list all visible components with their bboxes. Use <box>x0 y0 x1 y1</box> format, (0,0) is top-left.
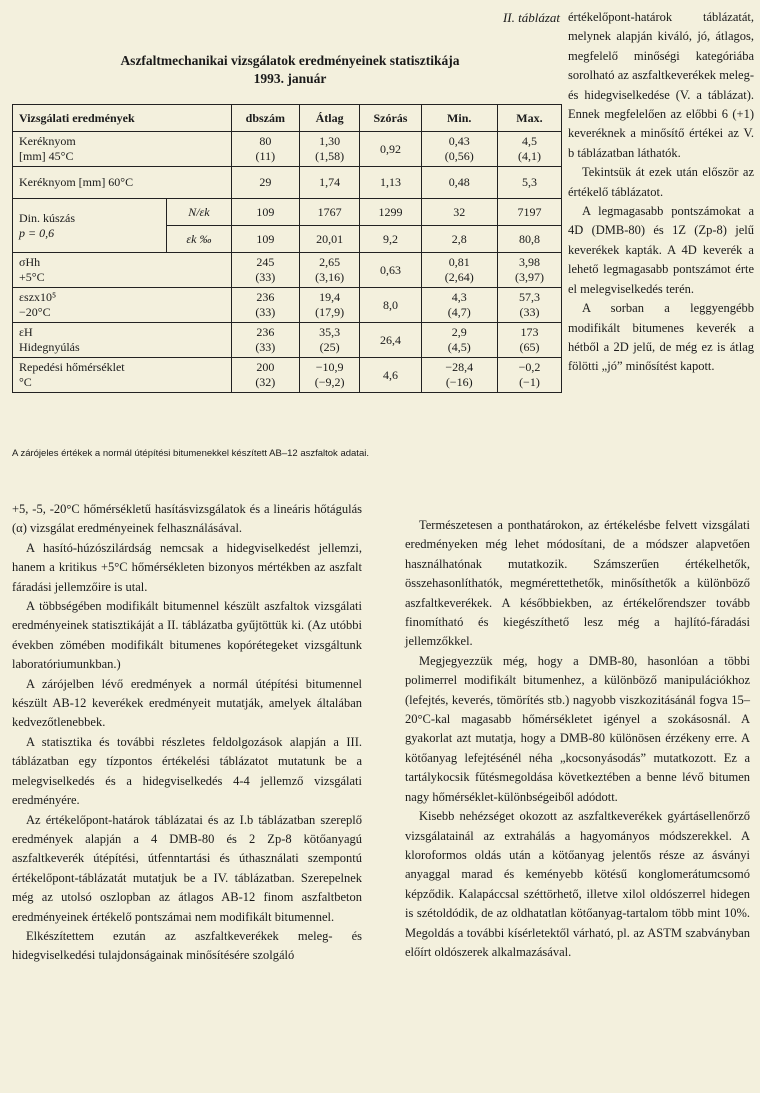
header-cell: Vizsgálati eredmények <box>13 105 232 132</box>
cell: 0,92 <box>360 132 421 167</box>
cell: 0,81 (2,64) <box>421 253 497 288</box>
table-footnote: A zárójeles értékek a normál útépítési bitumenekkel készített AB–12 aszfaltok adatai. <box>12 448 369 459</box>
cell: 245 (33) <box>231 253 299 288</box>
table-title-line2: 1993. január <box>253 71 327 86</box>
cell: 3,98 (3,97) <box>497 253 561 288</box>
cell: 1,74 <box>299 167 360 199</box>
table-row <box>13 358 562 393</box>
cell: 29 <box>231 167 299 199</box>
paragraph: A többségében modifikált bitumennel készült aszfaltok vizsgálati eredményeinek statisztikáját a II. táblázatba gyűjtöttük ki. (Az utóbbi években zömében modifikált bitumenes kopórétegeket vizsgáltunk laboratóriumunkban.) <box>12 599 362 672</box>
cell: 0,48 <box>421 167 497 199</box>
cell: 0,63 <box>360 253 421 288</box>
header-cell: Szórás <box>360 105 421 132</box>
sub-label: N/εk <box>166 199 231 226</box>
table-row <box>13 167 562 199</box>
right-column-text <box>568 8 754 377</box>
cell: 4,6 <box>360 358 421 393</box>
lower-right-column-text <box>405 516 750 962</box>
cell: 9,2 <box>360 226 421 253</box>
table-title <box>20 52 560 88</box>
paragraph: Kisebb nehézséget okozott az aszfaltkeverékek gyártásellenőrző vizsgálatainál az extrahálás a hagyományos módszerekkel. A kloroformos oldás után a kötőanyag jelentős része az ásványi anyaggal marad és keményebb kötésű konglomerátumcsomó képződik. Kalapáccsal széttörhető, illetve xilol oldószerrel hidegen is szétoldódik, de az oldhatatlan kötőanyag-tartalom több mint 10%. Megoldás a további kísérletektől várható, pl. az ASTM szabványban előírt oldószerek alkalmazásával. <box>405 809 750 959</box>
cell: 7197 <box>497 199 561 226</box>
table-header-row <box>13 105 562 132</box>
cell: 5,3 <box>497 167 561 199</box>
cell: 20,01 <box>299 226 360 253</box>
header-cell: Átlag <box>299 105 360 132</box>
header-cell: dbszám <box>231 105 299 132</box>
cell: 26,4 <box>360 323 421 358</box>
row-label: Keréknyom [mm] 45°C <box>13 132 232 167</box>
header-cell: Min. <box>421 105 497 132</box>
cell: 109 <box>231 226 299 253</box>
cell: 4,5 (4,1) <box>497 132 561 167</box>
paragraph: A sorban a leggyengébb modifikált bitumenes keverék a hétből a 2D jelű, de még ez is átlag fölötti „jó” minősítést kapott. <box>568 301 754 374</box>
cell: 8,0 <box>360 288 421 323</box>
cell: −28,4 (−16) <box>421 358 497 393</box>
cell: 1,13 <box>360 167 421 199</box>
cell: 200 (32) <box>231 358 299 393</box>
row-label: εszx10⁵ −20°C <box>13 288 232 323</box>
paragraph: A legmagasabb pontszámokat a 4D (DMB-80) és 1Z (Zp-8) jelű keverékek kapták. A 4D keverék a lehető legmagasabb pontszámot érte el melegviselkedés terén. <box>568 204 754 296</box>
row-label: εH Hidegnyúlás <box>13 323 232 358</box>
statistics-table <box>12 104 562 393</box>
cell: 2,9 (4,5) <box>421 323 497 358</box>
cell: 0,43 (0,56) <box>421 132 497 167</box>
cell: 109 <box>231 199 299 226</box>
sub-label: εk ‰ <box>166 226 231 253</box>
left-column-text <box>12 500 362 966</box>
row-label: Keréknyom [mm] 60°C <box>13 167 232 199</box>
cell: −10,9 (−9,2) <box>299 358 360 393</box>
cell: 1767 <box>299 199 360 226</box>
cell: 19,4 (17,9) <box>299 288 360 323</box>
cell: 80 (11) <box>231 132 299 167</box>
paragraph: Az értékelőpont-határok táblázatai és az I.b táblázatban szereplő eredmények alapján a 4 DMB-80 és 2 Zp-8 kötőanyagú aszfaltkeverék útépítési, útfenntartási és úthasználati szempontú értékelőpont-táblázatát mutatjuk be a IV. táblázatban. Szerepelnek még az utolsó oszlopban az átlagos AB-12 finom aszfaltbeton eredményeinek értékelő pontszámai nem modifikált bitumennel. <box>12 812 362 924</box>
table-row <box>13 199 562 226</box>
cell: 1,30 (1,58) <box>299 132 360 167</box>
row-label: Din. kúszás p = 0,6 <box>13 199 167 253</box>
table-row <box>13 288 562 323</box>
paragraph: Tekintsük át ezek után először az értékelő táblázatot. <box>568 165 754 199</box>
paragraph: értékelőpont-határok táblázatát, melynek alapján kiváló, jó, átlagos, megfelelő minőségi kategóriába sorolható az aszfaltkeverékek meleg- és hidegviselkedése (V. a táblázat). Ennek megfelelően az előbbi 6 (+1) keveréknek a minősítő értékei az V. b táblázatban láthatók. <box>568 10 754 160</box>
paragraph: +5, -5, -20°C hőmérsékletű hasításvizsgálatok és a lineáris hőtágulás (α) vizsgálat eredményeinek felhasználásával. <box>12 502 362 536</box>
cell: 32 <box>421 199 497 226</box>
cell: 4,3 (4,7) <box>421 288 497 323</box>
cell: 80,8 <box>497 226 561 253</box>
cell: 2,65 (3,16) <box>299 253 360 288</box>
table-title-line1: Aszfaltmechanikai vizsgálatok eredményeinek statisztikája <box>120 53 460 68</box>
cell: 173 (65) <box>497 323 561 358</box>
table-row <box>13 323 562 358</box>
paragraph: Elkészítettem ezután az aszfaltkeverékek meleg- és hidegviselkedési tulajdonságainak minősítésére szolgáló <box>12 928 362 963</box>
table-label: II. táblázat <box>502 10 560 25</box>
cell: 236 (33) <box>231 288 299 323</box>
cell: 2,8 <box>421 226 497 253</box>
cell: 236 (33) <box>231 323 299 358</box>
cell: 1299 <box>360 199 421 226</box>
table-row <box>13 132 562 167</box>
paragraph: A statisztika és további részletes feldolgozások alapján a III. táblázatban egy tízpontos értékelési táblázatot mutatunk be a melegviselkedés és a hidegviselkedés 4-4 jellemző vizsgálati eredményére. <box>12 734 362 808</box>
row-label: σHh +5°C <box>13 253 232 288</box>
paragraph: Megjegyezzük még, hogy a DMB-80, hasonlóan a többi polimerrel modifikált bitumenhez, a különböző manipulációkhoz (lefejtés, keverés, tömörítés stb.) nagyobb viszkozitásánál fogva 15–20°C-kal magasabb hőmérsékletet igényel a szokásosnál. A gyakorlat azt mutatja, hogy a DMB-80 különösen érzékeny erre. A kötőanyag lefejtésénél néha „kocsonyásodás” mutatkozott. Ez a tartálykocsik fűtésmegoldása következtében a benne lévő bitumen nagy hőmérséklet-különbségeiből adódott. <box>405 653 750 804</box>
row-label: Repedési hőmérséklet °C <box>13 358 232 393</box>
header-cell: Max. <box>497 105 561 132</box>
paragraph: A zárójelben lévő eredmények a normál útépítési bitumennel készült AB-12 keverékek eredményeit mutatják, amelyek általában kedvezőtlenebbek. <box>12 676 362 730</box>
paragraph: Természetesen a ponthatárokon, az értékelésbe felvett vizsgálati eredményeken még lehet módosítani, de a módszer alapvetően használhatónak mutatkozik. Számszerűen értékelhetők, összehasonlíthatók, megmérettethetők, minősíthetők a különböző aszfaltkeverékek. A későbbiekben, az értékelőrendszer tovább finomítható és kiegészíthető lesz még a hajlító-fáradási jellemzőkkel. <box>405 518 750 649</box>
table-row <box>13 253 562 288</box>
paragraph: A hasító-húzószilárdság nemcsak a hidegviselkedést jellemzi, hanem a kritikus +5°C hőmérsékleten bizonyos mértékben az aszfalt fáradási jellemzőire is utal. <box>12 540 362 594</box>
cell: −0,2 (−1) <box>497 358 561 393</box>
cell: 35,3 (25) <box>299 323 360 358</box>
cell: 57,3 (33) <box>497 288 561 323</box>
